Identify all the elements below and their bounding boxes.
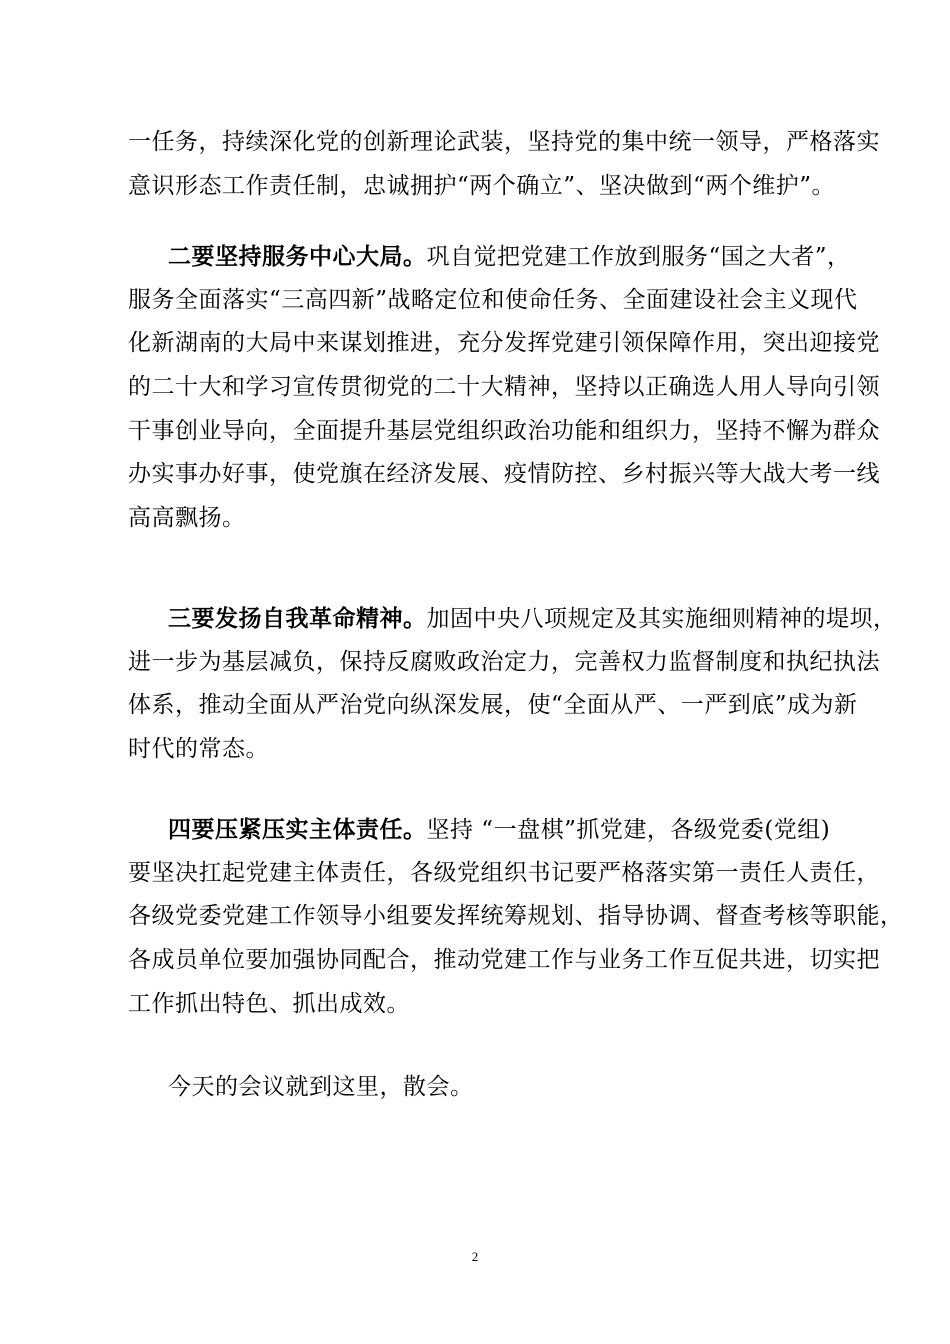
text-line: 体系，推动全面从严治党向纵深发展，使“全面从严、一严到底”成为新 — [128, 692, 858, 719]
page-number: 2 — [471, 1249, 479, 1264]
text-fragment: 加固中央八项规定及其实施细则精神的堤坝， — [426, 606, 897, 632]
paragraph-point-four — [128, 808, 904, 1026]
text-line: 高高飘扬。 — [128, 505, 246, 532]
paragraph-continuation — [128, 121, 880, 208]
text-line: 服务全面落实“三高四新”战略定位和使命任务、全面建设社会主义现代 — [128, 286, 858, 313]
text-fragment: 巩自觉把党建工作放到服务“国之大者”， — [426, 244, 851, 270]
text-line: 时代的常态。 — [128, 736, 269, 763]
text-line: 一任务，持续深化党的创新理论武装，坚持党的集中统一领导，严格落实 — [128, 129, 880, 155]
paragraph-lead-heading: 三要发扬自我革命精神。 — [168, 605, 427, 632]
text-line: 意识形态工作责任制，忠诚拥护“两个确立”、坚决做到“两个维护”。 — [128, 172, 836, 199]
paragraph-lead-heading: 四要压紧压实主体责任。 — [168, 816, 427, 843]
paragraph-closing — [128, 1066, 848, 1110]
text-line: 要坚决扛起党建主体责任，各级党组织书记要严格落实第一责任人责任， — [128, 859, 880, 886]
text-line: 办实事办好事，使党旗在经济发展、疫情防控、乡村振兴等大战大考一线 — [128, 461, 880, 488]
text-line — [128, 597, 897, 641]
paragraph-lead-heading: 二要坚持服务中心大局。 — [168, 243, 427, 270]
text-line: 干事创业导向，全面提升基层党组织政治功能和组织力，坚持不懈为群众 — [128, 417, 880, 444]
text-line — [128, 808, 848, 852]
text-line: 各成员单位要加强协同配合，推动党建工作与业务工作互促共进，切实把 — [128, 947, 880, 974]
text-line: 各级党委党建工作领导小组要发挥统筹规划、指导协调、督查考核等职能， — [128, 903, 904, 930]
text-line: 进一步为基层减负，保持反腐败政治定力，完善权力监督制度和执纪执法 — [128, 648, 880, 675]
text-fragment: 坚持 “一盘棋”抓党建，各级党委(党组) — [426, 817, 831, 843]
text-line — [128, 235, 851, 279]
text-line: 的二十大和学习宣传贯彻党的二十大精神，坚持以正确选人用人导向引领 — [128, 374, 880, 401]
paragraph-point-three — [128, 597, 897, 772]
text-line: 工作抓出特色、抓出成效。 — [128, 990, 410, 1017]
text-line: 化新湖南的大局中来谋划推进，充分发挥党建引领保障作用，突出迎接党 — [128, 330, 880, 357]
text-line: 今天的会议就到这里，散会。 — [168, 1074, 474, 1100]
paragraph-point-two — [128, 235, 880, 541]
